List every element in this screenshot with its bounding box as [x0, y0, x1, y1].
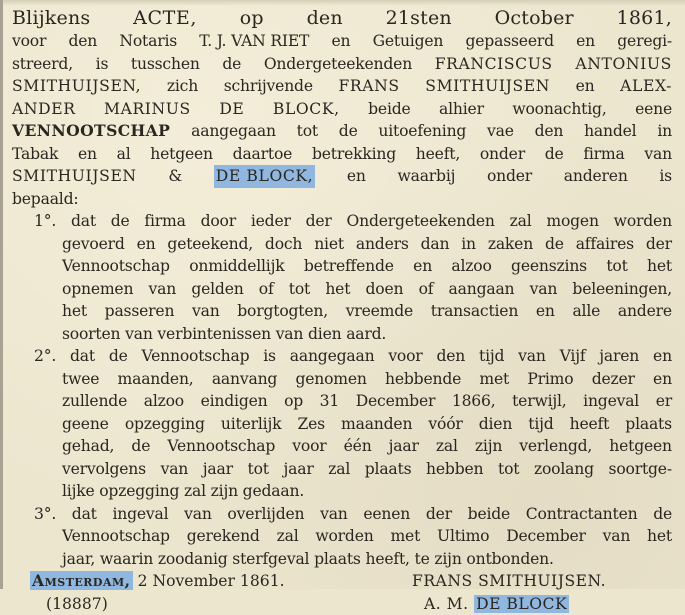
firm-name-highlight: DE BLOCK, — [214, 165, 315, 188]
item2-line-4: geene opzegging uiterlijk Zes maanden vóór dien tijd heeft plaats — [12, 413, 672, 436]
place-name: Amsterdam, — [30, 571, 133, 590]
notice-line-8: SMITHUIJSEN & DE BLOCK, en waarbij onder anderen is — [12, 165, 672, 188]
item2-number: 2°. — [34, 345, 56, 368]
item1-line-6: soorten van verbintenissen van dien aard. — [12, 323, 672, 346]
item3-line-3: jaar, waarin zoodanig sterfgeval plaats heeft, te zijn ontbonden. — [12, 548, 672, 571]
item3-line-1: 3°. dat ingeval van overlijden van eenen der beide Contractanten de — [12, 503, 672, 526]
notice-line-1: Blijkens ACTE, op den 21sten October 1861, — [12, 6, 672, 30]
item3-line-2: Vennootschap gerekend zal worden met Ultimo December van het — [12, 525, 672, 548]
partnership-notice — [12, 6, 672, 615]
reference-number: (18887) — [46, 593, 108, 615]
signature-line-2 — [12, 593, 672, 615]
item2-line-3: zullende alzoo eindigen op 31 December 1866, terwijl, ingeval er — [12, 390, 672, 413]
notice-line-2: voor den Notaris T. J. VAN RIET en Getuigen gepasseerd en geregi- — [12, 30, 672, 53]
firm-name-part1: SMITHUIJSEN — [12, 165, 137, 188]
item2-line-6: vervolgens van jaar tot jaar zal plaats hebben tot zoolang soortge- — [12, 458, 672, 481]
notice-date: 2 November 1861. — [138, 572, 285, 590]
item2-line-5: gehad, de Vennootschap voor één jaar zal zijn verlengd, hetgeen — [12, 435, 672, 458]
item2-line-2: twee maanden, aanvang genomen hebbende met Primo dezer en — [12, 368, 672, 391]
item1-line-4: opnemen van gelden of tot het doen of aangaan van beleeningen, — [12, 278, 672, 301]
notice-line-4: SMITHUIJSEN, zich schrijvende FRANS SMITHUIJSEN en ALEX- — [12, 75, 672, 98]
item1-number: 1°. — [34, 210, 56, 233]
item2-line-1: 2°. dat de Vennootschap is aangegaan voor den tijd van Vijf jaren en — [12, 345, 672, 368]
signature-line-1 — [12, 570, 672, 593]
item1-line-1: 1°. dat de firma door ieder der Ondergeteekenden zal mogen worden — [12, 210, 672, 233]
item3-number: 3°. — [34, 503, 56, 526]
signer-2 — [424, 593, 569, 615]
place-and-date — [30, 570, 285, 593]
signer-1: FRANS SMITHUIJSEN. — [412, 570, 606, 593]
item2-line-7: lijke opzegging zal zijn gedaan. — [12, 480, 672, 503]
notice-line-7: Tabak en al hetgeen daartoe betrekking heeft, onder de firma van — [12, 143, 672, 166]
item1-line-2: gevoerd en geteekend, doch niet anders dan in zaken de affaires der — [12, 233, 672, 256]
item1-line-5: het passeren van borgtogten, vreemde transactien en alle andere — [12, 300, 672, 323]
column-rule — [0, 0, 3, 589]
signer-2-surname: DE BLOCK — [474, 595, 569, 613]
notice-line-9: bepaald: — [12, 188, 672, 211]
signer-2-initials: A. M. — [424, 595, 469, 613]
vennootschap-heading: VENNOOTSCHAP — [12, 120, 170, 143]
notice-line-3: streerd, is tusschen de Ondergeteekenden FRANCISCUS ANTONIUS — [12, 53, 672, 76]
notice-line-5: ANDER MARINUS DE BLOCK, beide alhier woonachtig, eene — [12, 98, 672, 121]
notice-line-6: VENNOOTSCHAP aangegaan tot de uitoefening vae den handel in — [12, 120, 672, 143]
item1-line-3: Vennootschap onmiddellijk betreffende en alzoo geenszins tot het — [12, 255, 672, 278]
